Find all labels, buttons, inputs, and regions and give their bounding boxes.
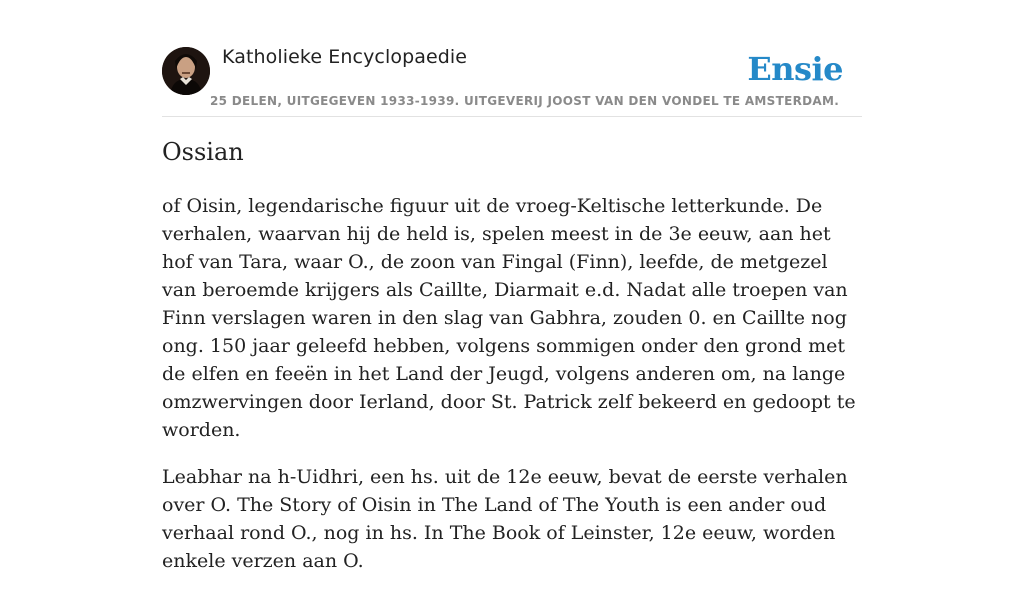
brand-logo-link[interactable]: Ensie [747, 50, 843, 88]
site-header [162, 44, 862, 117]
portrait-avatar-icon[interactable] [162, 47, 210, 95]
article-paragraph: Leabhar na h-Uidhri, een hs. uit de 12e eeuw, bevat de eerste verhalen over O. The Story of Oisin in The Land of The Youth is een ander oud verhaal rond O., nog in hs. In The Book of Leinster, 12e eeuw, worden enkele verzen aan O. [162, 466, 848, 572]
publication-title[interactable]: Katholieke Encyclopaedie [222, 46, 468, 68]
article-paragraph: of Oisin, legendarische figuur uit de vroeg-Keltische letterkunde. De verhalen, waarvan hij de held is, spelen meest in de 3e eeuw, aan het hof van Tara, waar O., de zoon van Fingal (Finn), leefde, de metgezel van beroemde krijgers als Caillte, Diarmait e.d. Nadat alle troepen van Finn verslagen waren in den slag van Gabhra, zouden 0. en Caillte nog ong. 150 jaar geleefd hebben, volgens sommigen onder den grond met de elfen en feeën in het Land der Jeugd, volgens anderen om, na lange omzwervingen door Ierland, door St. Patrick zelf bekeerd en gedoopt te worden. [162, 195, 856, 441]
publication-subtitle: 25 DELEN, UITGEGEVEN 1933-1939. UITGEVERIJ JOOST VAN DEN VONDEL TE AMSTERDAM. [210, 94, 840, 108]
article-body [162, 192, 867, 594]
article-title: Ossian [162, 138, 244, 166]
